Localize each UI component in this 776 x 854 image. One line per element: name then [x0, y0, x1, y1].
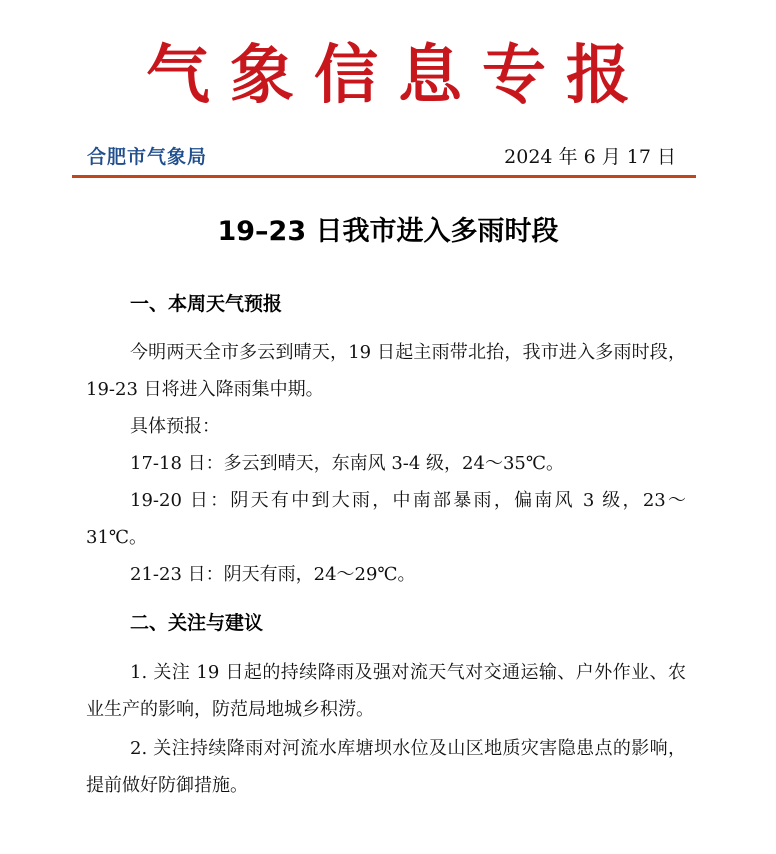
section-heading-advice: 二、关注与建议 [130, 612, 264, 634]
issue-date: 2024 年 6 月 17 日 [504, 146, 676, 168]
masthead-title: 气象信息专报 [146, 38, 650, 113]
forecast-detail-label: 具体预报： [130, 416, 220, 437]
document-title: 19–23 日我市进入多雨时段 [217, 216, 559, 247]
forecast-item-21-23: 21-23 日：阴天有雨，24～29℃。 [130, 564, 416, 585]
header-divider [72, 175, 696, 178]
advice-item-1: 1. 关注 19 日起的持续降雨及强对流天气对交通运输、户外作业、农业生产的影响，防范局地城乡积涝。 [86, 662, 686, 720]
section-heading-forecast: 一、本周天气预报 [130, 293, 283, 315]
forecast-item-17-18: 17-18 日：多云到晴天，东南风 3-4 级，24～35℃。 [130, 453, 564, 474]
forecast-item-19-20: 19-20 日：阴天有中到大雨，中南部暴雨，偏南风 3 级，23～31℃。 [86, 490, 686, 548]
issuer-name: 合肥市气象局 [87, 146, 208, 168]
advice-item-2: 2. 关注持续降雨对河流水库塘坝水位及山区地质灾害隐患点的影响，提前做好防御措施。 [86, 738, 686, 796]
forecast-intro-paragraph: 今明两天全市多云到晴天，19 日起主雨带北抬，我市进入多雨时段，19-23 日将进入降雨集中期。 [86, 342, 686, 400]
